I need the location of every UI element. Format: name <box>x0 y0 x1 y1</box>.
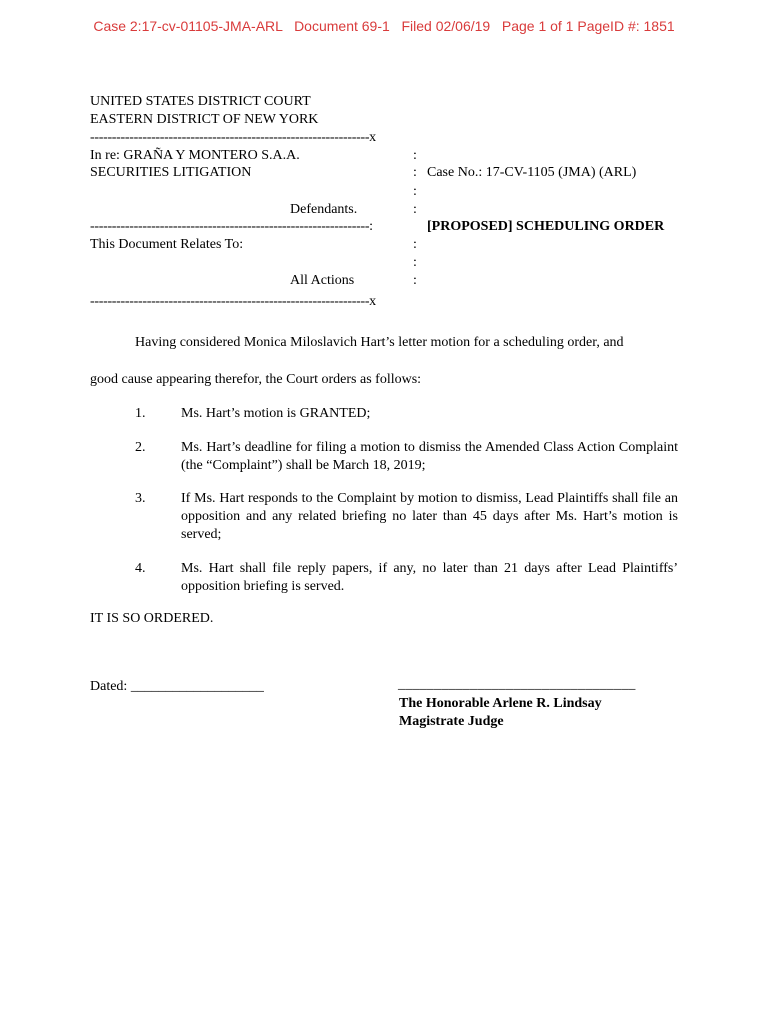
defendants-label: Defendants. <box>290 202 358 217</box>
caption-colon: : <box>413 202 417 217</box>
list-item-text: If Ms. Hart responds to the Complaint by motion to dismiss, Lead Plaintiffs shall file an opposition and any related briefing no later than 45 days after Ms. Hart’s motion is served; <box>181 491 678 542</box>
caption-colon: : <box>413 255 417 270</box>
ecf-header-stamp: Case 2:17-cv-01105-JMA-ARL Document 69-1 Filed 02/06/19 Page 1 of 1 PageID #: 1851 <box>93 18 675 34</box>
court-district: EASTERN DISTRICT OF NEW YORK <box>90 112 319 127</box>
caption-colon: : <box>413 237 417 252</box>
caption-colon: : <box>413 184 417 199</box>
list-item-text: Ms. Hart’s motion is GRANTED; <box>181 406 371 421</box>
all-actions-label: All Actions <box>290 273 355 288</box>
caption-middle-rule: ----------------------------------------------------------------: <box>90 219 373 234</box>
list-item-number: 1. <box>135 406 146 421</box>
judge-title: Magistrate Judge <box>399 714 504 729</box>
signature-line: _________________________________ <box>398 677 636 692</box>
caption-colon: : <box>413 148 417 163</box>
list-item-number: 2. <box>135 440 146 455</box>
judge-name: The Honorable Arlene R. Lindsay <box>399 696 602 711</box>
intro-paragraph-line-2: good cause appearing therefor, the Court orders as follows: <box>90 372 422 387</box>
caption-top-rule: ----------------------------------------------------------------x <box>90 130 376 145</box>
court-name: UNITED STATES DISTRICT COURT <box>90 94 311 109</box>
list-item-text: Ms. Hart’s deadline for filing a motion to dismiss the Amended Class Action Complaint (the “Complaint”) shall be March 18, 2019; <box>181 440 678 473</box>
in-re-line-1: In re: GRAÑA Y MONTERO S.A.A. <box>90 148 300 163</box>
caption-colon: : <box>413 273 417 288</box>
so-ordered: IT IS SO ORDERED. <box>90 611 214 626</box>
list-item-text: Ms. Hart shall file reply papers, if any, no later than 21 days after Lead Plaintiffs’ opposition briefing is served. <box>181 561 678 594</box>
dated-line: Dated: ___________________ <box>90 679 264 694</box>
intro-paragraph-line-1: Having considered Monica Miloslavich Hart’s letter motion for a scheduling order, and <box>135 335 624 350</box>
case-number: Case No.: 17-CV-1105 (JMA) (ARL) <box>427 165 637 180</box>
list-item-number: 3. <box>135 491 146 506</box>
list-item-number: 4. <box>135 561 146 576</box>
in-re-line-2: SECURITIES LITIGATION <box>90 165 252 180</box>
caption-bottom-rule: ----------------------------------------------------------------x <box>90 294 376 309</box>
caption-colon: : <box>413 165 417 180</box>
relates-to-label: This Document Relates To: <box>90 237 244 252</box>
document-title: [PROPOSED] SCHEDULING ORDER <box>427 219 665 234</box>
